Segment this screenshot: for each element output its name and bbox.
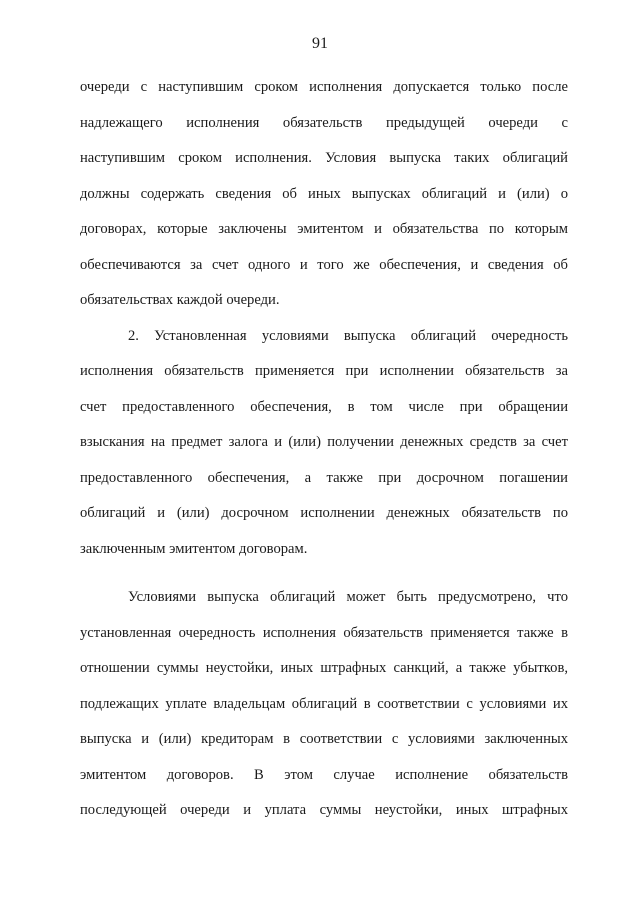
text-line: исполнения обязательств применяется при исполнении обязательств за (80, 363, 568, 379)
document-body (80, 70, 568, 829)
text-line: установленная очередность исполнения обязательств применяется также в (80, 624, 568, 641)
text-line: эмитентом договоров. В этом случае исполнение обязательств (80, 766, 568, 783)
text-line: обеспечиваются за счет одного и того же обеспечения, и сведения об (80, 256, 568, 273)
text-line: подлежащих уплате владельцам облигаций в соответствии с условиями их (80, 695, 568, 712)
text-line: отношении суммы неустойки, иных штрафных санкций, а также убытков, (80, 660, 568, 676)
text-line: обязательствах каждой очереди. (80, 292, 280, 308)
text-line: облигаций и (или) досрочном исполнении денежных обязательств по (80, 505, 568, 521)
text-line: Условиями выпуска облигаций может быть предусмотрено, что (128, 589, 568, 605)
text-line: надлежащего исполнения обязательств предыдущей очереди с (80, 114, 568, 131)
text-line: выпуска и (или) кредиторам в соответствии с условиями заключенных (80, 731, 568, 747)
paragraph-3 (80, 580, 568, 829)
paragraph-2 (80, 319, 568, 568)
page-number: 91 (312, 35, 328, 52)
text-line: очереди с наступившим сроком исполнения допускается только после (80, 79, 568, 95)
text-line: последующей очереди и уплата суммы неустойки, иных штрафных (80, 802, 568, 818)
text-line: предоставленного обеспечения, а также при досрочном погашении (80, 469, 568, 486)
text-line: взыскания на предмет залога и (или) получении денежных средств за счет (80, 434, 568, 450)
text-line: заключенным эмитентом договорам. (80, 540, 308, 557)
text-line: должны содержать сведения об иных выпусках облигаций и (или) о (80, 185, 568, 202)
text-line: договорах, которые заключены эмитентом и обязательства по которым (80, 221, 568, 237)
text-line: 2. Установленная условиями выпуска облигаций очередность (128, 327, 568, 344)
paragraph-1 (80, 70, 568, 319)
text-line: наступившим сроком исполнения. Условия выпуска таких облигаций (80, 150, 568, 166)
text-line: счет предоставленного обеспечения, в том числе при обращении (80, 398, 568, 415)
